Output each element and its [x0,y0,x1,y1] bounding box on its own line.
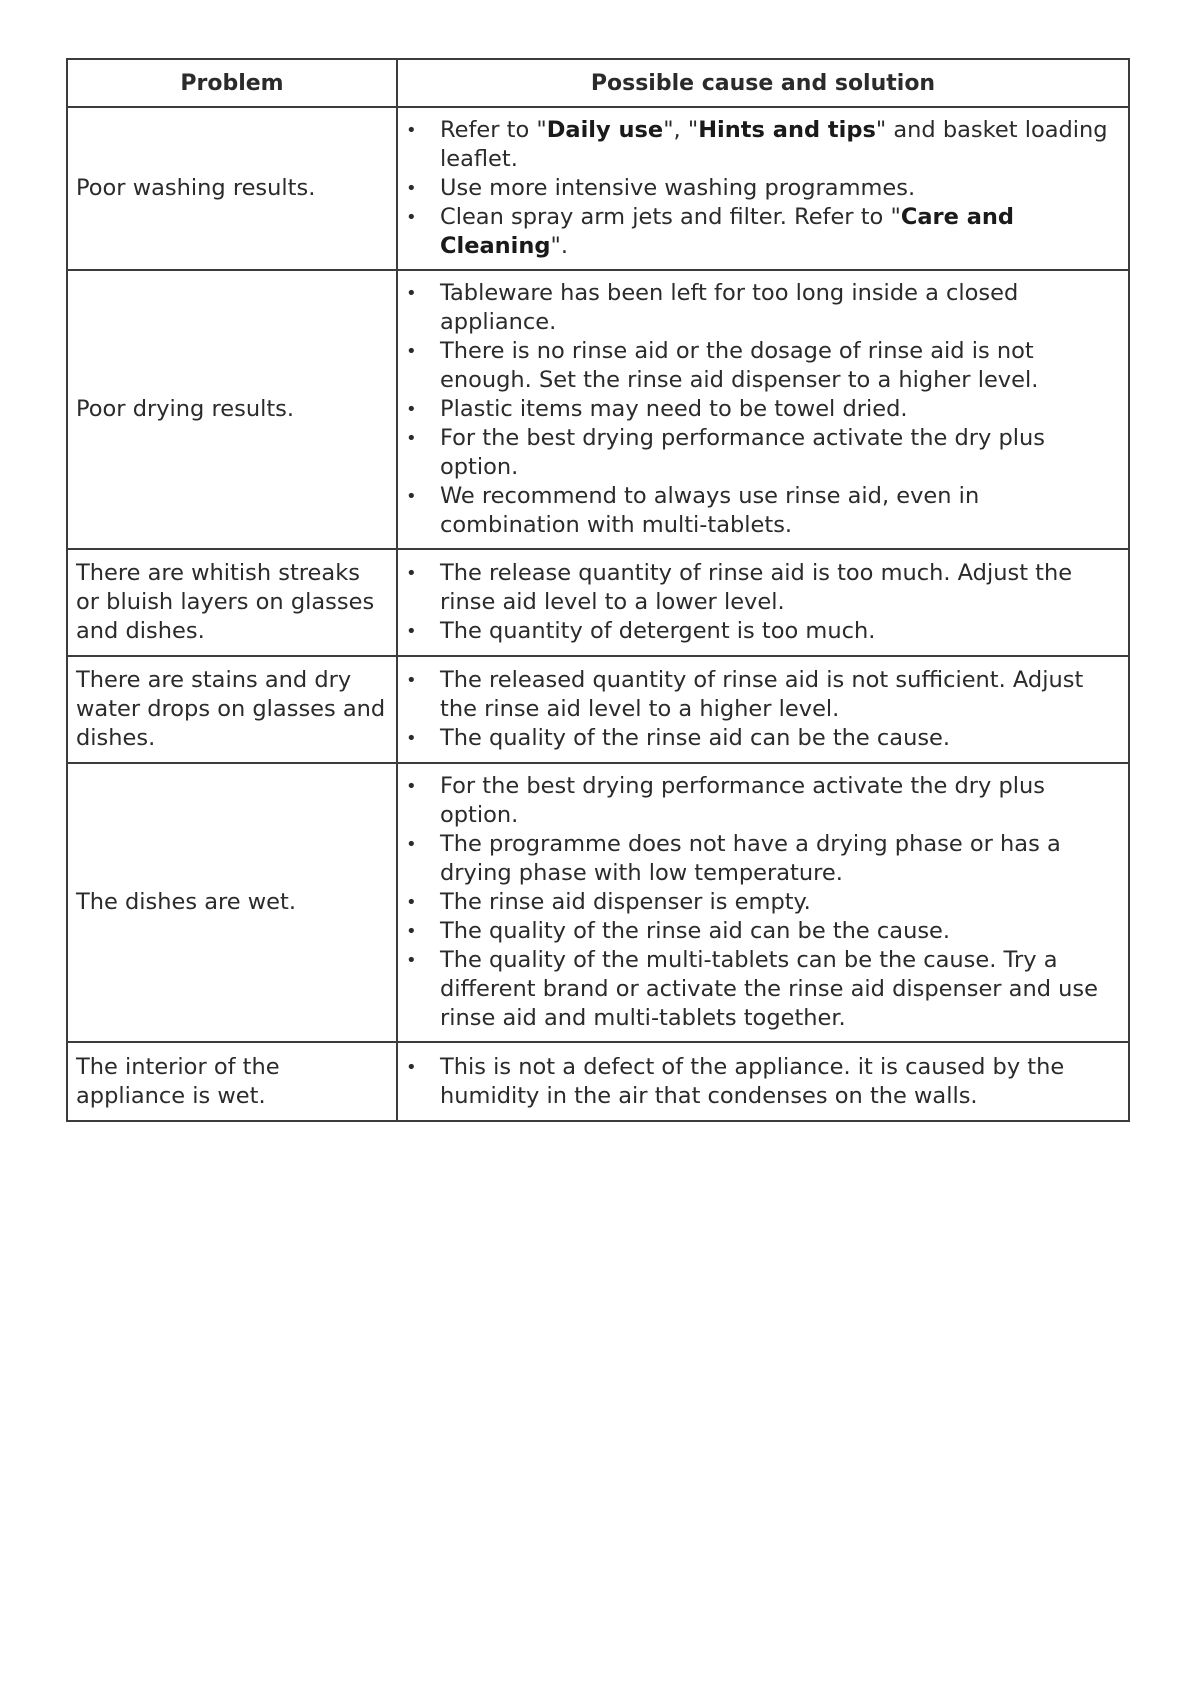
table-row [67,1042,1129,1121]
table-row [67,270,1129,549]
problem-cell: Poor drying results. [67,270,397,549]
solution-item [404,337,1120,395]
solution-item [404,116,1120,174]
text-segment: The quantity of detergent is too much. [440,618,876,644]
solution-item [404,617,1120,646]
text-segment: ", " [663,117,699,143]
solution-list [404,1053,1120,1111]
problem-cell: There are stains and dry water drops on glasses and dishes. [67,656,397,763]
text-segment: Tableware has been left for too long inside a closed appliance. [440,280,1019,335]
text-segment: The quality of the rinse aid can be the cause. [440,725,951,751]
table-row [67,656,1129,763]
problem-cell: There are whitish streaks or bluish layers on glasses and dishes. [67,549,397,656]
troubleshooting-table [66,58,1130,1122]
solution-item [404,174,1120,203]
bold-reference: Hints and tips [698,117,876,143]
solution-cell [397,656,1129,763]
solution-item [404,279,1120,337]
solution-list [404,559,1120,646]
text-segment: The programme does not have a drying phase or has a drying phase with low temperature. [440,831,1061,886]
text-segment: Clean spray arm jets and filter. Refer to " [440,204,901,230]
solution-cell [397,270,1129,549]
solution-item [404,395,1120,424]
table-row [67,763,1129,1042]
solution-item [404,424,1120,482]
bold-reference: Care and Cleaning [440,204,1015,259]
solution-item [404,917,1120,946]
text-segment: The quality of the multi-tablets can be the cause. Try a different brand or activate the rinse aid dispenser and use rinse aid and multi-tablets together. [440,947,1098,1031]
text-segment: The quality of the rinse aid can be the cause. [440,918,951,944]
header-solution: Possible cause and solution [397,59,1129,107]
solution-cell [397,107,1129,270]
text-segment: The released quantity of rinse aid is not sufficient. Adjust the rinse aid level to a higher level. [440,667,1084,722]
solution-item [404,724,1120,753]
text-segment: For the best drying performance activate the dry plus option. [440,425,1045,480]
solution-cell [397,549,1129,656]
table-row [67,549,1129,656]
solution-item [404,559,1120,617]
solution-cell [397,763,1129,1042]
text-segment: We recommend to always use rinse aid, even in combination with multi-tablets. [440,483,980,538]
problem-cell: The interior of the appliance is wet. [67,1042,397,1121]
bold-reference: Daily use [546,117,664,143]
solution-list [404,116,1120,261]
solution-list [404,666,1120,753]
text-segment: Plastic items may need to be towel dried. [440,396,908,422]
header-problem: Problem [67,59,397,107]
problem-cell: Poor washing results. [67,107,397,270]
text-segment: This is not a defect of the appliance. it is caused by the humidity in the air that condenses on the walls. [440,1053,1065,1109]
text-segment: There is no rinse aid or the dosage of rinse aid is not enough. Set the rinse aid dispenser to a higher level. [440,338,1039,393]
problem-cell: The dishes are wet. [67,763,397,1042]
text-segment: Refer to " [440,117,547,143]
solution-item [404,666,1120,724]
solution-item [404,482,1120,540]
table-row [67,107,1129,270]
text-segment: " and basket loading leaflet. [440,117,1108,172]
solution-list [404,772,1120,1033]
text-segment: The release quantity of rinse aid is too much. Adjust the rinse aid level to a lower level. [440,560,1073,615]
solution-item [404,946,1120,1033]
solution-list [404,279,1120,540]
solution-item [404,772,1120,830]
solution-item [404,830,1120,888]
text-segment: Use more intensive washing programmes. [440,175,916,201]
text-segment: ". [550,233,569,259]
solution-item [404,1053,1120,1111]
solution-item [404,888,1120,917]
text-segment: For the best drying performance activate the dry plus option. [440,773,1045,828]
header-row [67,59,1129,107]
text-segment: The rinse aid dispenser is empty. [440,889,811,915]
solution-cell [397,1042,1129,1121]
solution-item [404,203,1120,261]
